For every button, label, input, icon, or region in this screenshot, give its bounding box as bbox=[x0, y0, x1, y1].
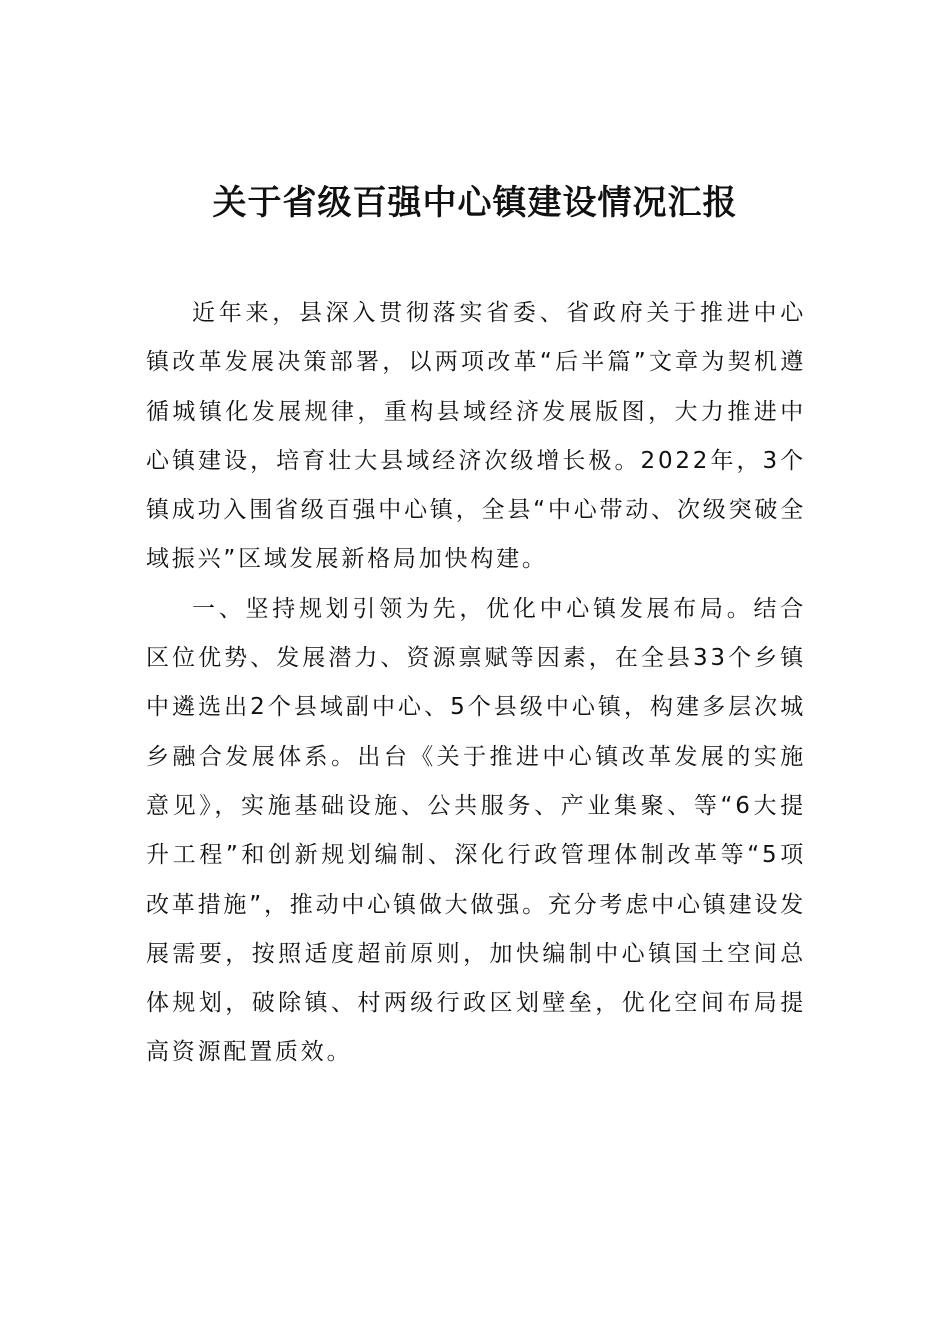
document-title: 关于省级百强中心镇建设情况汇报 bbox=[212, 182, 738, 223]
paragraph-intro: 近年来，县深入贯彻落实省委、省政府关于推进中心镇改革发展决策部署，以两项改革“后半篇”文章为契机遵循城镇化发展规律，重构县域经济发展版图，大力推进中心镇建设，培育壮大县域经济次级增长极。2022年，3个镇成功入围省级百强中心镇，全县“中心带动、次级突破全域振兴”区域发展新格局加快构建。 bbox=[146, 300, 806, 573]
document-body bbox=[146, 289, 806, 1078]
paragraph-section-1: 一、坚持规划引领为先，优化中心镇发展布局。结合区位优势、发展潜力、资源禀赋等因素，在全县33个乡镇中遴选出2个县域副中心、5个县级中心镇，构建多层次城乡融合发展体系。出台《关于推进中心镇改革发展的实施意见》，实施基础设施、公共服务、产业集聚、等“6大提升工程”和创新规划编制、深化行政管理体制改革等“5项改革措施”，推动中心镇做大做强。充分考虑中心镇建设发展需要，按照适度超前原则，加快编制中心镇国土空间总体规划，破除镇、村两级行政区划壁垒，优化空间布局提高资源配置质效。 bbox=[146, 595, 806, 1066]
